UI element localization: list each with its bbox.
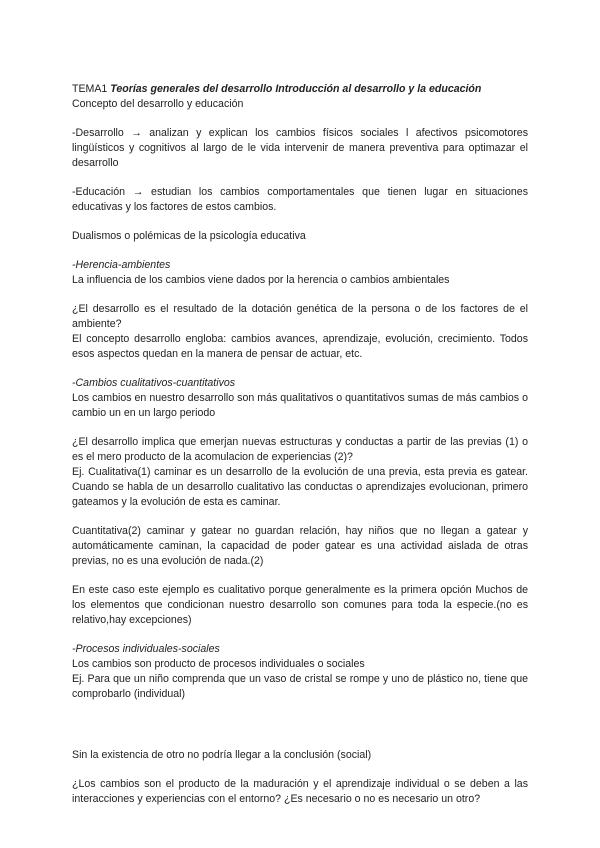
topic-title: Teorías generales del desarrollo Introducción al desarrollo y la educación xyxy=(110,83,482,95)
cambios-text: Los cambios en nuestro desarrollo son más qualitativos o quantitativos sumas de más cambios o cambio un en un largo periodo xyxy=(72,392,528,419)
cambios-heading: -Cambios cualitativos-cuantitativos xyxy=(72,377,236,389)
section-subtitle: Concepto del desarrollo y educación xyxy=(72,98,244,110)
cambios-question: ¿El desarrollo implica que emerjan nuevas estructuras y conductas a partir de las previas (1) o es el mero producto de la acomulacion de experiencias (2)? xyxy=(72,436,528,463)
cambios-example-cualitativa: Ej. Cualitativa(1) caminar es un desarrollo de la evolución de una previa, esta previa es gatear. Cuando se habla de un desarrollo cualitativo las conductas o aprendizajes evolucionan, primero gateamos y la evolución de esta es caminar. xyxy=(72,466,528,508)
definition-educacion: -Educación → estudian los cambios comportamentales que tienen lugar en situaciones educativas y los factores de estos cambios. xyxy=(72,186,528,213)
definition-desarrollo: -Desarrollo → analizan y explican los cambios físicos sociales l afectivos psicomotores lingüísticos y cognitivos al largo de le vida intervenir de manera preventiva para optimazar el desarrollo xyxy=(72,127,528,169)
cambios-conclusion: En este caso este ejemplo es cualitativo porque generalmente es la primera opción Muchos de los elementos que condicionan nuestro desarrollo son comunes para toda la especie.(no es relativo,hay excepciones) xyxy=(72,584,528,626)
herencia-heading: -Herencia-ambientes xyxy=(72,259,171,271)
procesos-example: Ej. Para que un niño comprenda que un vaso de cristal se rompe y uno de plástico no, tiene que comprobarlo (individual) xyxy=(72,673,528,700)
herencia-question: ¿El desarrollo es el resultado de la dotación genética de la persona o de los factores de el ambiente? xyxy=(72,303,528,330)
herencia-text: La influencia de los cambios viene dados por la herencia o cambios ambientales xyxy=(72,274,450,286)
topic-number: TEMA1 xyxy=(72,83,108,95)
dualismos-heading: Dualismos o polémicas de la psicología educativa xyxy=(72,230,306,242)
procesos-heading: -Procesos individuales-sociales xyxy=(72,643,220,655)
herencia-concept: El concepto desarrollo engloba: cambios avances, aprendizaje, evolución, crecimiento. Todos esos aspectos quedan en la manera de pensar de actuar, etc. xyxy=(72,333,528,360)
cambios-example-cuantitativa: Cuantitativa(2) caminar y gatear no guardan relación, hay niños que no llegan a gatear y automáticamente caminan, la capacidad de poder gatear es una actividad aislada de otras previas, no es una evolución de nada.(2) xyxy=(72,525,528,567)
document-content xyxy=(72,82,528,807)
procesos-question: ¿Los cambios son el producto de la maduración y el aprendizaje individual o se deben a las interacciones y experiencias con el entorno? ¿Es necesario o no es necesario un otro? xyxy=(72,778,528,805)
document-title xyxy=(72,82,528,97)
procesos-social: Sin la existencia de otro no podría llegar a la conclusión (social) xyxy=(72,749,372,761)
procesos-text: Los cambios son producto de procesos individuales o sociales xyxy=(72,658,365,670)
